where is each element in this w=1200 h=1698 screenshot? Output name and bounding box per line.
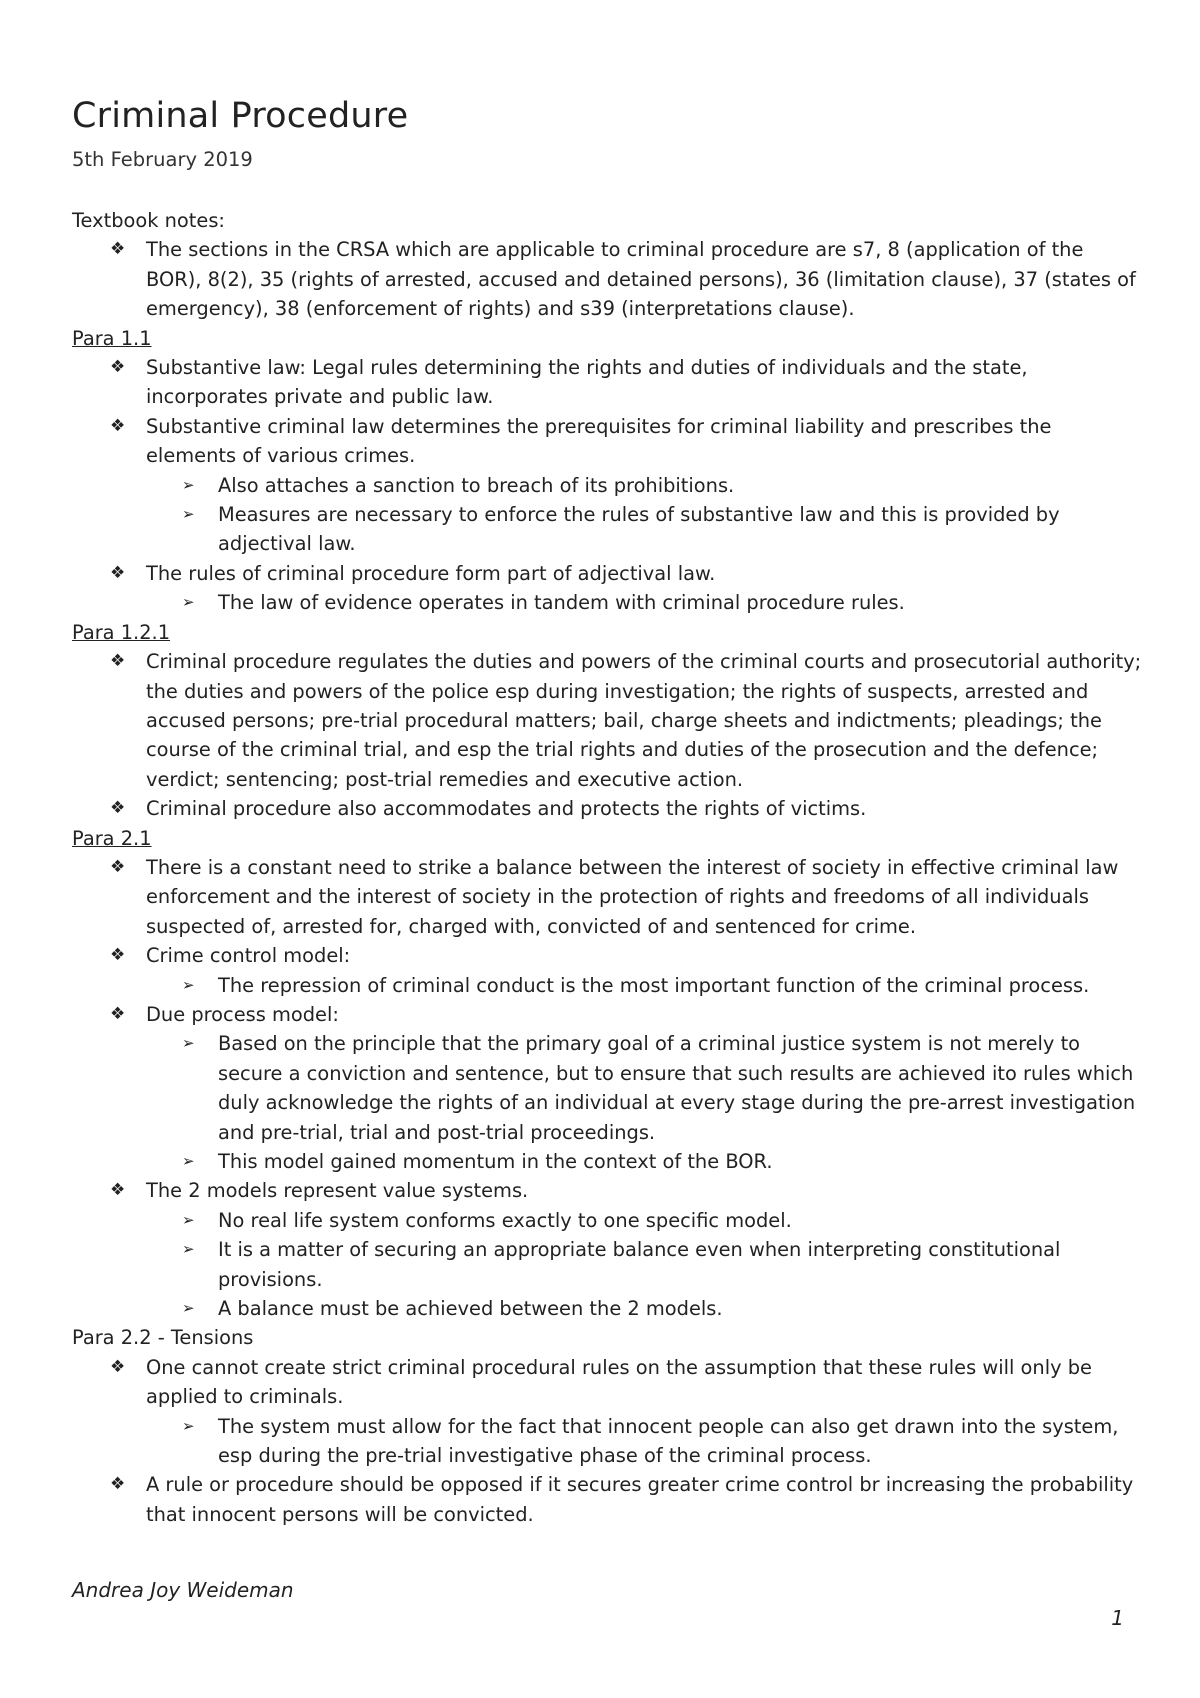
arrow-bullet-icon: ➢ — [182, 1034, 195, 1053]
bullet-text: Based on the principle that the primary goal of a criminal justice system is not merely to secure a conviction and sentence, but to ensure that such results are achieved ito rules which duly acknowledge the rights of an individual at every stage during the pre-arrest investigation and pre-trial, trial and post-trial proceedings. — [218, 1032, 1136, 1144]
bullet-item — [72, 647, 1142, 794]
bullet-text: Crime control model: — [146, 944, 351, 968]
diamond-bullet-icon: ❖ — [110, 945, 126, 966]
bullet-text: Criminal procedure regulates the duties and powers of the criminal courts and prosecutorial authority; the duties and powers of the police esp during investigation; the rights of suspects, arrested and accused persons; pre-trial procedural matters; bail, charge sheets and indictments; pleadings; the course of the criminal trial, and esp the trial rights and duties of the prosecution and the defence; verdict; sentencing; post-trial remedies and executive action. — [146, 650, 1142, 791]
bullet-text: The system must allow for the fact that innocent people can also get drawn into the system, esp during the pre-trial investigative phase of the criminal process. — [218, 1414, 1119, 1468]
bullet-item — [72, 1470, 1142, 1529]
bullet-text: One cannot create strict criminal procedural rules on the assumption that these rules will only be applied to criminals. — [146, 1355, 1092, 1409]
diamond-bullet-icon: ❖ — [110, 1180, 126, 1201]
bullet-item — [72, 1176, 1142, 1205]
sub-bullet-item — [72, 1412, 1142, 1471]
sub-bullet-item — [72, 971, 1142, 1000]
diamond-bullet-icon: ❖ — [110, 1474, 126, 1495]
bullet-item — [72, 794, 1142, 823]
bullet-item — [72, 941, 1142, 970]
arrow-bullet-icon: ➢ — [182, 475, 195, 494]
section-heading: Para 1.2.1 — [72, 620, 171, 644]
bullet-text: A rule or procedure should be opposed if it secures greater crime control br increasing the probability that innocent persons will be convicted. — [146, 1473, 1134, 1526]
sub-bullet-item — [72, 1206, 1142, 1235]
section-heading: Para 1.1 — [72, 326, 152, 350]
diamond-bullet-icon: ❖ — [110, 651, 126, 672]
arrow-bullet-icon: ➢ — [182, 1299, 195, 1318]
sub-bullet-item — [72, 1235, 1142, 1294]
bullet-text: The repression of criminal conduct is the most important function of the criminal process. — [218, 973, 1090, 997]
bullet-text: Substantive criminal law determines the prerequisites for criminal liability and prescribes the elements of various crimes. — [146, 414, 1052, 468]
arrow-bullet-icon: ➢ — [182, 505, 195, 524]
bullet-text: A balance must be achieved between the 2 models. — [218, 1297, 723, 1321]
bullet-text: No real life system conforms exactly to one specific model. — [218, 1208, 792, 1232]
bullet-item — [72, 353, 1142, 412]
bullet-item — [72, 559, 1142, 588]
footer-author: Andrea Joy Weideman — [72, 1578, 294, 1602]
page-title: Criminal Procedure — [72, 96, 409, 136]
bullet-item — [72, 1353, 1142, 1412]
bullet-text: Criminal procedure also accommodates and protects the rights of victims. — [146, 797, 867, 821]
bullet-text: The sections in the CRSA which are applicable to criminal procedure are s7, 8 (application of the BOR), 8(2), 35 (rights of arrested, accused and detained persons), 36 (limitation clause), 37 (states of emergency), 38 (enforcement of rights) and s39 (interpretations clause). — [146, 238, 1136, 321]
bullet-item — [72, 853, 1142, 941]
bullet-text: Also attaches a sanction to breach of its prohibitions. — [218, 473, 735, 497]
notes-body — [72, 206, 1142, 1529]
diamond-bullet-icon: ❖ — [110, 415, 126, 436]
bullet-item — [72, 412, 1142, 471]
arrow-bullet-icon: ➢ — [182, 1416, 195, 1435]
diamond-bullet-icon: ❖ — [110, 357, 126, 378]
bullet-item — [72, 235, 1142, 323]
sub-bullet-item — [72, 1029, 1142, 1147]
diamond-bullet-icon: ❖ — [110, 798, 126, 819]
diamond-bullet-icon: ❖ — [110, 562, 126, 583]
arrow-bullet-icon: ➢ — [182, 1152, 195, 1170]
bullet-text: There is a constant need to strike a balance between the interest of society in effective criminal law enforcement and the interest of society in the protection of rights and freedoms of all individuals suspected of, arrested for, charged with, convicted of and sentenced for crime. — [146, 855, 1119, 938]
diamond-bullet-icon: ❖ — [110, 856, 126, 877]
bullet-text: The 2 models represent value systems. — [146, 1179, 529, 1203]
section-heading: Textbook notes: — [72, 209, 225, 232]
sub-bullet-item — [72, 500, 1142, 559]
arrow-bullet-icon: ➢ — [182, 975, 195, 994]
bullet-text: Due process model: — [146, 1002, 339, 1026]
diamond-bullet-icon: ❖ — [110, 239, 126, 260]
sub-bullet-item — [72, 471, 1142, 500]
sub-bullet-item — [72, 1147, 1142, 1176]
sub-bullet-item — [72, 588, 1142, 617]
diamond-bullet-icon: ❖ — [110, 1356, 126, 1377]
bullet-text: The law of evidence operates in tandem with criminal procedure rules. — [218, 591, 905, 615]
arrow-bullet-icon: ➢ — [182, 1210, 195, 1229]
section-heading: Para 2.2 - Tensions — [72, 1326, 254, 1350]
arrow-bullet-icon: ➢ — [182, 1240, 195, 1259]
bullet-text: Measures are necessary to enforce the rules of substantive law and this is provided by adjectival law. — [218, 503, 1060, 556]
sub-bullet-item — [72, 1294, 1142, 1323]
bullet-text: Substantive law: Legal rules determining the rights and duties of individuals and the state, incorporates private and public law. — [146, 356, 1028, 409]
arrow-bullet-icon: ➢ — [182, 593, 195, 612]
bullet-item — [72, 1000, 1142, 1029]
section-heading: Para 2.1 — [72, 826, 152, 850]
page-number: 1 — [1111, 1606, 1124, 1630]
bullet-text: It is a matter of securing an appropriate balance even when interpreting constitutional provisions. — [218, 1238, 1061, 1291]
bullet-text: The rules of criminal procedure form part of adjectival law. — [146, 561, 716, 585]
document-date: 5th February 2019 — [72, 148, 253, 171]
diamond-bullet-icon: ❖ — [110, 1003, 126, 1024]
bullet-text: This model gained momentum in the context of the BOR. — [218, 1150, 773, 1173]
